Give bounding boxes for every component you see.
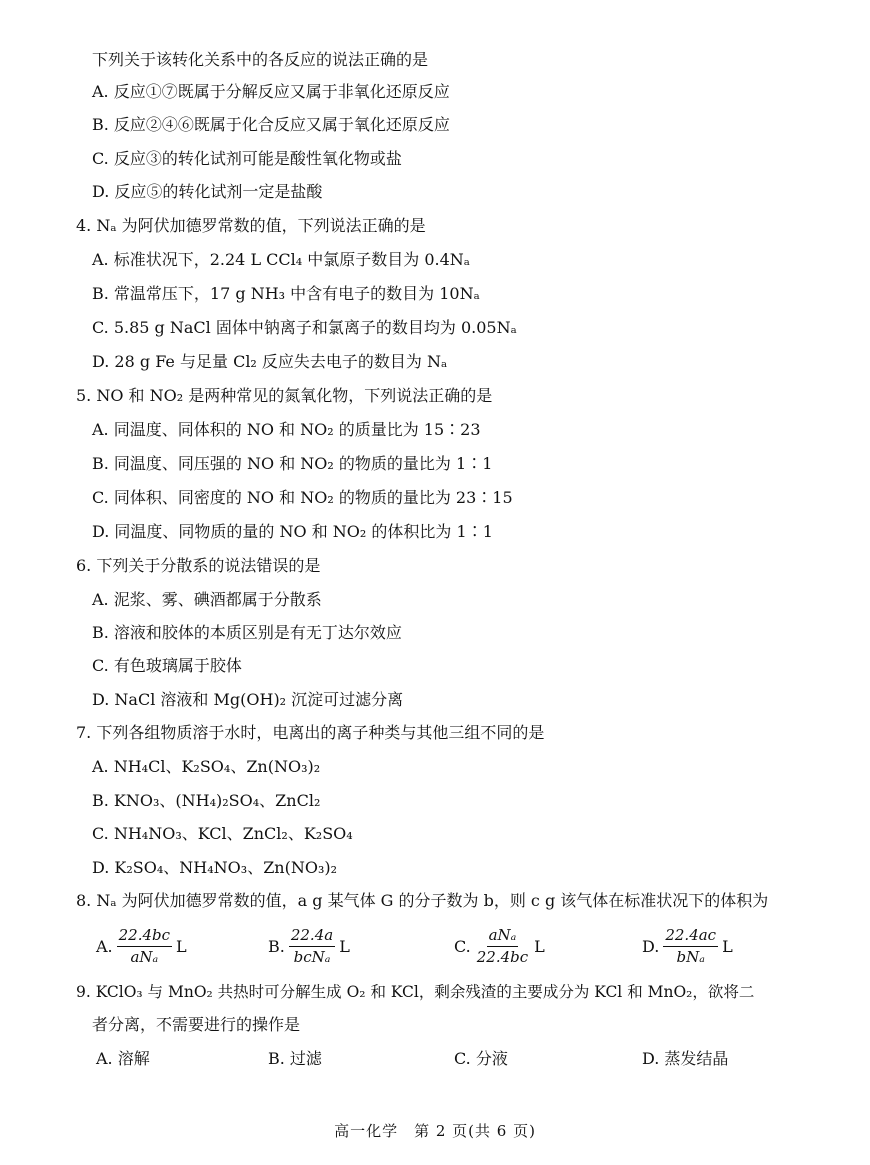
q8-option-d-denominator: bNₐ xyxy=(676,947,705,966)
q4-option-b: B. 常温常压下，17 g NH₃ 中含有电子的数目为 10Nₐ xyxy=(92,284,480,303)
q6-option-a: A. 泥浆、雾、碘酒都属于分散系 xyxy=(92,590,322,609)
q7-stem: 7. 下列各组物质溶于水时，电离出的离子种类与其他三组不同的是 xyxy=(76,723,545,742)
q4-stem: 4. Nₐ 为阿伏加德罗常数的值，下列说法正确的是 xyxy=(76,216,426,235)
q5-stem: 5. NO 和 NO₂ 是两种常见的氮氧化物，下列说法正确的是 xyxy=(76,386,493,405)
q8-option-b-numerator: 22.4a xyxy=(289,926,335,947)
q8-option-c-unit: L xyxy=(534,936,545,956)
q8-option-c-letter: C. xyxy=(454,936,471,956)
q8-option-a-numerator: 22.4bc xyxy=(117,926,172,947)
q4-option-a: A. 标准状况下，2.24 L CCl₄ 中氯原子数目为 0.4Nₐ xyxy=(92,250,470,269)
q5-option-a: A. 同温度、同体积的 NO 和 NO₂ 的质量比为 15∶23 xyxy=(92,420,481,439)
q8-option-c-denominator: 22.4bc xyxy=(476,947,529,966)
q6-option-b: B. 溶液和胶体的本质区别是有无丁达尔效应 xyxy=(92,623,402,642)
page-footer: 高一化学 第 2 页(共 6 页) xyxy=(334,1122,536,1140)
q8-option-c xyxy=(454,922,545,970)
q4-option-d: D. 28 g Fe 与足量 Cl₂ 反应失去电子的数目为 Nₐ xyxy=(92,352,448,371)
q5-option-c: C. 同体积、同密度的 NO 和 NO₂ 的物质的量比为 23∶15 xyxy=(92,488,513,507)
q7-option-d: D. K₂SO₄、NH₄NO₃、Zn(NO₃)₂ xyxy=(92,858,338,877)
q9-option-a: A. 溶解 xyxy=(96,1049,150,1068)
q3-option-a: A. 反应①⑦既属于分解反应又属于非氧化还原反应 xyxy=(92,82,450,101)
q8-option-b-fraction xyxy=(289,926,335,967)
q8-option-a-denominator: aNₐ xyxy=(130,947,159,966)
q6-option-d: D. NaCl 溶液和 Mg(OH)₂ 沉淀可过滤分离 xyxy=(92,690,404,709)
q3-option-d: D. 反应⑤的转化试剂一定是盐酸 xyxy=(92,182,323,201)
q5-option-d: D. 同温度、同物质的量的 NO 和 NO₂ 的体积比为 1∶1 xyxy=(92,522,493,541)
q8-option-a-unit: L xyxy=(176,936,187,956)
q7-option-b: B. KNO₃、(NH₄)₂SO₄、ZnCl₂ xyxy=(92,791,321,810)
q9-option-b: B. 过滤 xyxy=(268,1049,322,1068)
q8-option-d xyxy=(642,922,733,970)
q3-option-b: B. 反应②④⑥既属于化合反应又属于氧化还原反应 xyxy=(92,115,450,134)
q9-stem-line-1: 9. KClO₃ 与 MnO₂ 共热时可分解生成 O₂ 和 KCl，剩余残渣的主要成分为 KCl 和 MnO₂，欲将二 xyxy=(76,983,755,1001)
q3-option-c: C. 反应③的转化试剂可能是酸性氧化物或盐 xyxy=(92,149,402,168)
q8-stem: 8. Nₐ 为阿伏加德罗常数的值，a g 某气体 G 的分子数为 b，则 c g 该气体在标准状况下的体积为 xyxy=(76,891,769,910)
q3-stem: 下列关于该转化关系中的各反应的说法正确的是 xyxy=(92,50,429,69)
q8-option-a-letter: A. xyxy=(96,936,113,956)
q9-stem-line-2: 者分离，不需要进行的操作是 xyxy=(92,1015,301,1034)
q6-stem: 6. 下列关于分散系的说法错误的是 xyxy=(76,556,321,575)
q8-option-a-fraction xyxy=(117,926,172,967)
q8-option-c-fraction xyxy=(475,926,530,967)
q8-option-b-letter: B. xyxy=(268,936,285,956)
q6-option-c: C. 有色玻璃属于胶体 xyxy=(92,656,242,675)
q9-option-d: D. 蒸发结晶 xyxy=(642,1049,729,1068)
q7-option-c: C. NH₄NO₃、KCl、ZnCl₂、K₂SO₄ xyxy=(92,824,353,843)
q8-option-d-numerator: 22.4ac xyxy=(663,926,718,947)
q8-option-d-fraction xyxy=(663,926,718,967)
q8-option-c-numerator: aNₐ xyxy=(487,926,519,947)
q8-options xyxy=(0,922,870,970)
q5-option-b: B. 同温度、同压强的 NO 和 NO₂ 的物质的量比为 1∶1 xyxy=(92,454,493,473)
q4-option-c: C. 5.85 g NaCl 固体中钠离子和氯离子的数目均为 0.05Nₐ xyxy=(92,318,517,337)
q8-option-d-unit: L xyxy=(722,936,733,956)
q8-option-a xyxy=(96,922,187,970)
q8-option-b-unit: L xyxy=(339,936,350,956)
q8-option-b xyxy=(268,922,350,970)
q7-option-a: A. NH₄Cl、K₂SO₄、Zn(NO₃)₂ xyxy=(92,757,321,776)
q9-option-c: C. 分液 xyxy=(454,1049,508,1068)
q8-option-b-denominator: bcNₐ xyxy=(293,947,331,966)
q8-option-d-letter: D. xyxy=(642,936,660,956)
